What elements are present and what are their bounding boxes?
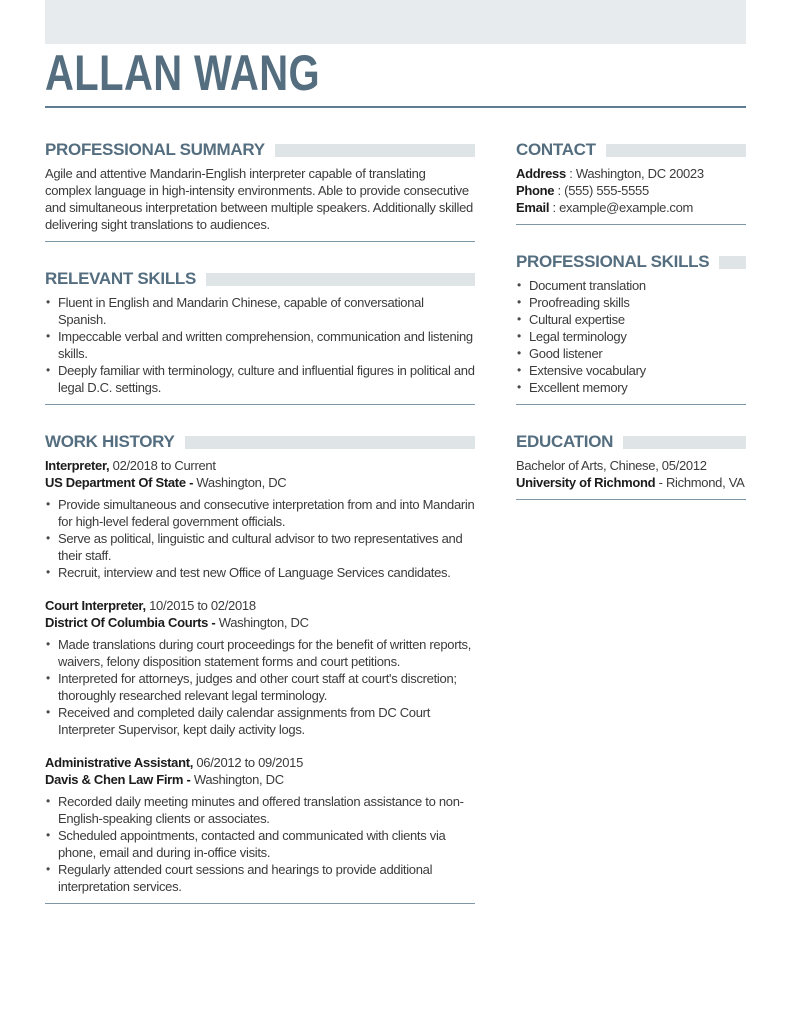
section-header xyxy=(516,432,746,452)
resume-columns xyxy=(45,140,746,931)
job-bullet: • Received and completed daily calendar assignments from DC Court Interpreter Supervisor, kept daily activity logs. xyxy=(45,704,475,738)
job-bullet: • Provide simultaneous and consecutive interpretation from and into Mandarin for high-level federal government officials. xyxy=(45,496,475,530)
contact-phone-row xyxy=(516,182,746,199)
job-title: Administrative Assistant, xyxy=(45,755,194,770)
job-employer: Davis & Chen Law Firm - xyxy=(45,772,191,787)
job-dates: 06/2012 to 09/2015 xyxy=(196,755,304,770)
header-accent-band xyxy=(45,0,746,44)
section-work-history xyxy=(45,432,475,904)
section-relevant-skills xyxy=(45,269,475,405)
heading-bar xyxy=(719,256,746,269)
job-location: Washington, DC xyxy=(196,475,287,490)
professional-skill-item: • Legal terminology xyxy=(516,328,746,345)
right-column xyxy=(516,140,746,931)
job-bullet: • Interpreted for attorneys, judges and other court staff at court's discretion; thoroughly researched relevant legal terminology. xyxy=(45,670,475,704)
section-header xyxy=(516,252,746,272)
job-bullet: • Scheduled appointments, contacted and communicated with clients via phone, email and during in-office visits. xyxy=(45,827,475,861)
contact-label: Address xyxy=(516,166,566,181)
contact-email-value: example@example.com xyxy=(559,200,694,215)
education-title: EDUCATION xyxy=(516,432,614,451)
job-dates: 10/2015 to 02/2018 xyxy=(149,598,256,613)
relevant-skills-list xyxy=(45,294,475,396)
contact-separator: : xyxy=(565,166,576,181)
job-employer-line xyxy=(45,614,475,631)
professional-skill-item: • Good listener xyxy=(516,345,746,362)
contact-label: Email xyxy=(516,200,550,215)
candidate-name xyxy=(45,45,746,101)
job-bullet: • Recorded daily meeting minutes and offered translation assistance to non-English-speaking clients or associates. xyxy=(45,793,475,827)
skill-item: • Impeccable verbal and written comprehension, communication and listening skills. xyxy=(45,328,475,362)
job-bullet: • Regularly attended court sessions and hearings to provide additional interpretation services. xyxy=(45,861,475,895)
job-bullet: • Serve as political, linguistic and cultural advisor to two representatives and their staff. xyxy=(45,530,475,564)
section-professional-summary xyxy=(45,140,475,242)
job-bullets xyxy=(45,793,475,895)
contact-address-value: Washington, DC 20023 xyxy=(575,166,704,181)
left-column xyxy=(45,140,475,931)
professional-skills-title: PROFESSIONAL SKILLS xyxy=(516,252,710,271)
section-education xyxy=(516,432,746,500)
professional-skills-list xyxy=(516,277,746,396)
contact-phone-value: (555) 555-5555 xyxy=(564,183,649,198)
contact-email-row xyxy=(516,199,746,216)
job-entry xyxy=(45,754,475,895)
job-title-line xyxy=(45,754,475,771)
job-bullets xyxy=(45,496,475,581)
professional-skill-item: • Cultural expertise xyxy=(516,311,746,328)
heading-bar xyxy=(206,273,475,286)
heading-bar xyxy=(275,144,475,157)
job-employer-line xyxy=(45,771,475,788)
heading-bar xyxy=(623,436,746,449)
education-school-line xyxy=(516,474,746,491)
contact-address-row xyxy=(516,165,746,182)
job-bullet: • Recruit, interview and test new Office of Language Services candidates. xyxy=(45,564,475,581)
job-employer: US Department Of State - xyxy=(45,475,194,490)
professional-skill-item: • Proofreading skills xyxy=(516,294,746,311)
section-header xyxy=(516,140,746,160)
contact-title: CONTACT xyxy=(516,140,596,159)
skill-item: • Fluent in English and Mandarin Chinese, capable of conversational Spanish. xyxy=(45,294,475,328)
work-history-title: WORK HISTORY xyxy=(45,432,175,451)
professional-skill-item: • Excellent memory xyxy=(516,379,746,396)
skill-item: • Deeply familiar with terminology, culture and influential figures in political and legal D.C. settings. xyxy=(45,362,475,396)
section-header xyxy=(45,432,475,452)
professional-summary-title: PROFESSIONAL SUMMARY xyxy=(45,140,265,159)
section-contact xyxy=(516,140,746,225)
contact-separator: : xyxy=(554,183,565,198)
job-title: Interpreter, xyxy=(45,458,110,473)
section-header xyxy=(45,269,475,289)
job-bullet: • Made translations during court proceedings for the benefit of written reports, waivers, felony disposition statement forms and court petitions. xyxy=(45,636,475,670)
heading-bar xyxy=(185,436,475,449)
job-dates: 02/2018 to Current xyxy=(112,458,216,473)
education-degree: Bachelor of Arts, Chinese, 05/2012 xyxy=(516,458,707,473)
contact-label: Phone xyxy=(516,183,555,198)
job-location: Washington, DC xyxy=(193,772,284,787)
summary-text: Agile and attentive Mandarin-English interpreter capable of translating complex language in high-intensity environments. Able to provide consecutive and simultaneous interpretation between multiple speakers. Additionally skilled delivering sight translations to audiences. xyxy=(45,166,473,232)
relevant-skills-title: RELEVANT SKILLS xyxy=(45,269,197,288)
professional-skill-item: • Document translation xyxy=(516,277,746,294)
candidate-name-text: ALLAN WANG xyxy=(45,45,321,101)
header-rule xyxy=(45,106,746,108)
job-entry xyxy=(45,457,475,581)
job-bullets xyxy=(45,636,475,738)
heading-bar xyxy=(606,144,746,157)
job-title-line xyxy=(45,597,475,614)
section-header xyxy=(45,140,475,160)
section-professional-skills xyxy=(516,252,746,405)
contact-separator: : xyxy=(549,200,560,215)
education-school: University of Richmond xyxy=(516,475,656,490)
job-title-line xyxy=(45,457,475,474)
education-location: - Richmond, VA xyxy=(658,475,745,490)
job-title: Court Interpreter, xyxy=(45,598,146,613)
job-entry xyxy=(45,597,475,738)
professional-skill-item: • Extensive vocabulary xyxy=(516,362,746,379)
job-employer: District Of Columbia Courts - xyxy=(45,615,216,630)
job-location: Washington, DC xyxy=(218,615,309,630)
job-employer-line xyxy=(45,474,475,491)
